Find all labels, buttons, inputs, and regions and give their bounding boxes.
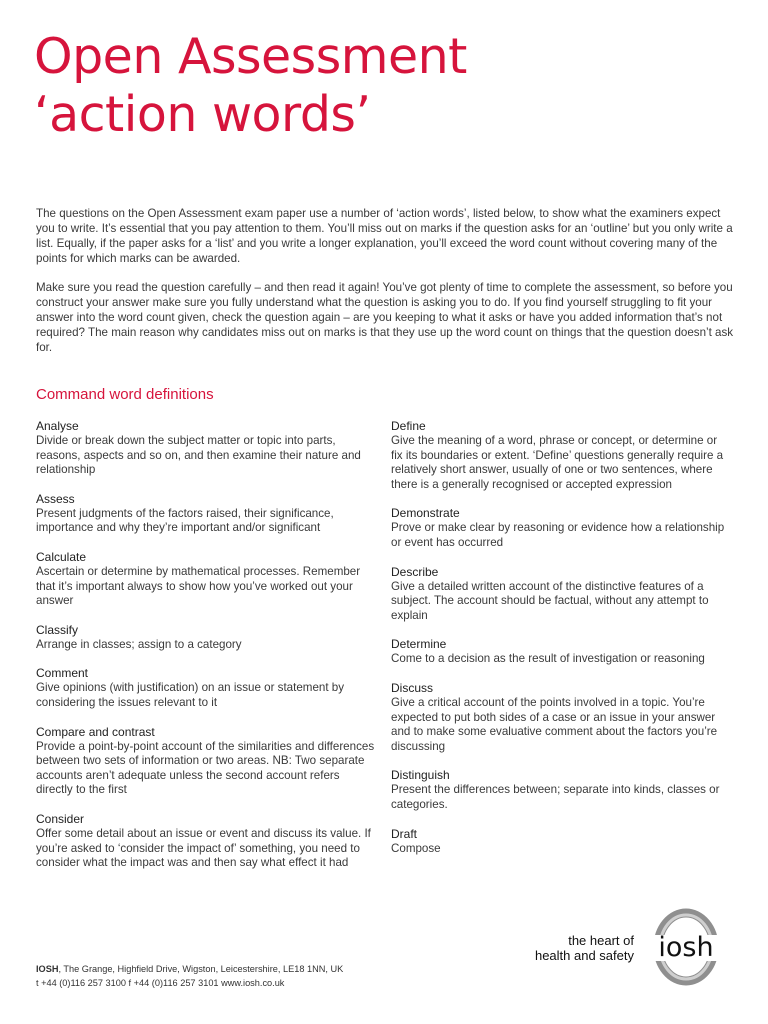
footer-address xyxy=(36,962,343,990)
term-definition: Prove or make clear by reasoning or evidence how a relationship or event has occurred xyxy=(391,521,725,549)
intro-text xyxy=(36,206,736,369)
term-describe xyxy=(391,565,731,624)
term-compare-and-contrast xyxy=(36,725,376,798)
footer-contact-line: t +44 (0)116 257 3100 f +44 (0)116 257 3101 www.iosh.co.uk xyxy=(36,978,285,988)
logo-wordmark: iosh xyxy=(658,932,714,963)
title-line-2: ‘action words’ xyxy=(34,86,371,143)
term-definition: Come to a decision as the result of investigation or reasoning xyxy=(391,652,705,666)
definitions-left-column xyxy=(36,419,376,885)
term-definition: Compose xyxy=(391,841,441,855)
term-name: Describe xyxy=(391,564,439,579)
term-name: Comment xyxy=(36,666,89,681)
intro-paragraph-2: Make sure you read the question carefully – and then read it again! You’ve got plenty of time to complete the assessment, so before you construct your answer make sure you fully understand what the question is asking you to do. If you find yourself struggling to fit your answer into the word count given, check the question again – are you keeping to what it asks or have you added information that’s not required? The main reason why candidates miss out on marks is that they use up the word count on things that the question doesn’t ask for. xyxy=(36,281,734,354)
term-distinguish xyxy=(391,768,731,812)
term-definition: Provide a point-by-point account of the similarities and differences between two sets of information or two areas. NB: Two separate accounts aren’t adequate unless the second account refers directly to the first xyxy=(36,739,375,797)
term-name: Assess xyxy=(36,491,75,506)
term-comment xyxy=(36,666,376,710)
iosh-ring-logo-icon xyxy=(638,908,734,986)
term-name: Distinguish xyxy=(391,768,450,783)
footer-org-name: IOSH xyxy=(36,964,59,974)
section-heading: Command word definitions xyxy=(36,386,214,403)
term-definition: Give a critical account of the points involved in a topic. You’re expected to put both sides of a case or an issue in your answer and to make some evaluative comment about the factors you’re discussing xyxy=(391,695,718,753)
term-name: Compare and contrast xyxy=(36,724,155,739)
term-assess xyxy=(36,492,376,536)
term-define xyxy=(391,419,731,492)
footer-line-1 xyxy=(36,962,343,976)
term-name: Demonstrate xyxy=(391,506,460,521)
term-discuss xyxy=(391,681,731,754)
brand-tagline xyxy=(535,933,634,963)
term-name: Define xyxy=(391,419,426,433)
term-name: Determine xyxy=(391,637,447,652)
term-name: Draft xyxy=(391,826,418,841)
term-calculate xyxy=(36,550,376,609)
tagline-line-2: health and safety xyxy=(534,948,634,963)
term-demonstrate xyxy=(391,506,731,550)
tagline-line-1: the heart of xyxy=(568,933,634,948)
term-draft xyxy=(391,827,731,857)
term-name: Analyse xyxy=(36,419,79,433)
term-definition: Arrange in classes; assign to a category xyxy=(36,637,242,651)
term-name: Consider xyxy=(36,811,85,826)
definitions-right-column xyxy=(391,419,731,870)
term-definition: Give the meaning of a word, phrase or concept, or determine or fix its boundaries or extent. ‘Define’ questions generally require a relatively short answer, usually of one or two sentences, where there is a generally recognised or accepted expression xyxy=(391,434,724,491)
term-definition: Give a detailed written account of the distinctive features of a subject. The account should be factual, without any attempt to explain xyxy=(391,579,709,622)
title-line-1: Open Assessment xyxy=(34,28,467,85)
page-title xyxy=(34,28,467,144)
term-definition: Offer some detail about an issue or event and discuss its value. If you’re asked to ‘consider the impact of’ something, you need to consider what the impact was and then say what effect it had xyxy=(36,826,371,870)
brand-block xyxy=(508,908,734,986)
term-name: Classify xyxy=(36,622,79,637)
term-name: Discuss xyxy=(391,680,434,695)
footer-street-address: , The Grange, Highfield Drive, Wigston, Leicestershire, LE18 1NN, UK xyxy=(58,964,344,974)
term-definition: Present judgments of the factors raised, their significance, importance and why they’re important and/or significant xyxy=(36,506,334,535)
term-definition: Divide or break down the subject matter or topic into parts, reasons, aspects and so on, and then examine their nature and relationship xyxy=(36,434,361,477)
term-determine xyxy=(391,637,731,667)
term-definition: Ascertain or determine by mathematical processes. Remember that it’s important always to show how you’ve worked out your answer xyxy=(36,564,361,608)
term-definition: Give opinions (with justification) on an issue or statement by considering the issues relevant to it xyxy=(36,681,345,709)
term-name: Calculate xyxy=(36,549,87,564)
term-consider xyxy=(36,812,376,871)
term-definition: Present the differences between; separate into kinds, classes or categories. xyxy=(391,783,720,811)
term-analyse xyxy=(36,419,376,478)
term-classify xyxy=(36,623,376,653)
intro-paragraph-1: The questions on the Open Assessment exam paper use a number of ‘action words’, listed below, to show what the examiners expect you to write. It’s essential that you pay attention to them. You’ll miss out on marks if the question asks for an ‘outline’ but you only write a list. Equally, if the paper asks for a ‘list’ and you write a longer explanation, you’ll exceed the word count without covering many of the points for which marks can be awarded. xyxy=(36,207,733,265)
